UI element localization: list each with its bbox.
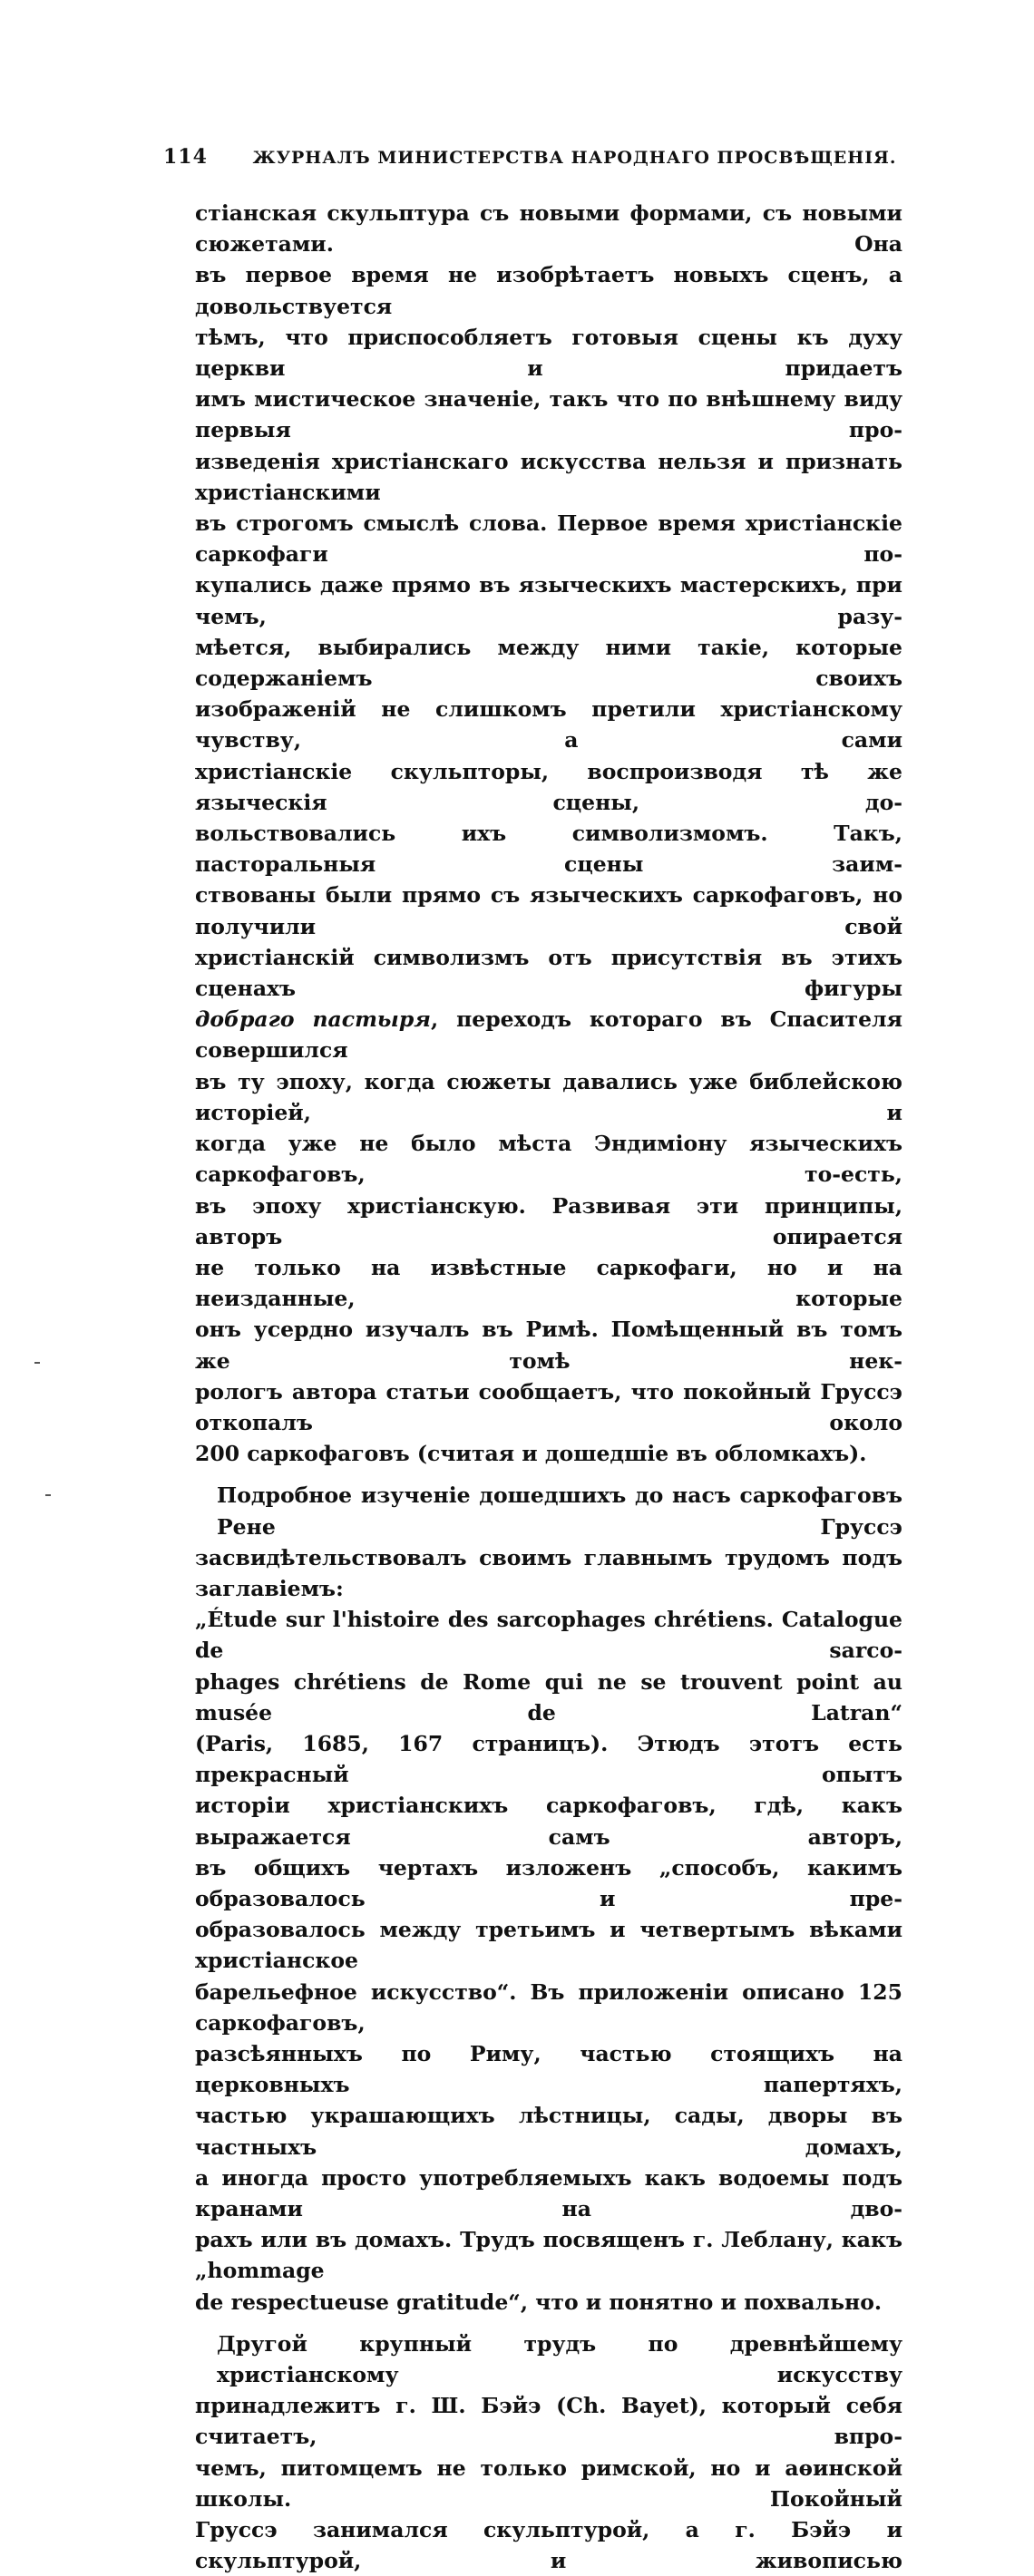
text-line: phages chrétiens de Rome qui ne se trouvent point au musée de Latran“ <box>195 1668 902 1725</box>
text-line: образовалось между третьимъ и четвертымъ вѣками христіанское <box>195 1917 902 1974</box>
scan-speck <box>45 1494 51 1496</box>
body-text <box>195 198 902 2576</box>
text-line: тѣмъ, что приспособляетъ готовыя сцены къ духу церкви и придаетъ <box>195 324 902 382</box>
text-line: исторіи христіанскихъ саркофаговъ, гдѣ, какъ выражается самъ авторъ, <box>195 1793 902 1850</box>
text-line: христіанскіе скульпторы, воспроизводя тѣ же языческія сцены, до- <box>195 758 902 815</box>
text-line: барельефное искусство“. Въ приложеніи описано 125 саркофаговъ, <box>195 1978 902 2036</box>
text-line: онъ усердно изучалъ въ Римѣ. Помѣщенный въ томъ же томѣ нек- <box>195 1317 902 1374</box>
text-line: стіанская скульптура съ новыми формами, съ новыми сюжетами. Она <box>195 200 902 258</box>
text-line: купались даже прямо въ языческихъ мастерскихъ, при чемъ, разу- <box>195 572 902 629</box>
text-line: частью украшающихъ лѣстницы, сады, дворы въ частныхъ домахъ, <box>195 2103 902 2160</box>
text-line: „Étude sur l'histoire des sarcophages chrétiens. Catalogue de sarco- <box>195 1607 902 1664</box>
text-line: разсѣянныхъ по Риму, частью стоящихъ на церковныхъ папертяхъ, <box>195 2040 902 2098</box>
text-line: принадлежитъ г. Ш. Бэйэ (Ch. Bayet), который себя считаетъ, впро- <box>195 2393 902 2450</box>
text-line: въ общихъ чертахъ изложенъ „способъ, какимъ образовалось и пре- <box>195 1854 902 1911</box>
text-line: Груссэ занимался скульптурой, а г. Бэйэ и скульптурой, и живописью <box>195 2517 902 2574</box>
text-line: мѣется, выбирались между ними такіе, которые содержаніемъ своихъ <box>195 634 902 692</box>
paragraph-3 <box>195 2328 902 2576</box>
italic-phrase: добраго пастыря <box>195 1006 431 1033</box>
text-line: въ первое время не изобрѣтаетъ новыхъ сценъ, а довольствуется <box>195 262 902 319</box>
paragraph-1 <box>195 198 902 1469</box>
text-line: 200 саркофаговъ (считая и дошедшіе въ обломкахъ). <box>195 1441 867 1467</box>
text-line: (Paris, 1685, 167 страницъ). Этюдъ этотъ есть прекрасный опытъ <box>195 1730 902 1788</box>
text-line-with-italic <box>195 1004 902 1065</box>
text-line: вольствовались ихъ символизмомъ. Такъ, пасторальныя сцены заим- <box>195 821 902 878</box>
text-line: de respectueuse gratitude“, что и понятно и похвально. <box>195 2289 883 2315</box>
text-fragment: , переходъ котораго въ Спасителя совершился <box>195 1006 902 1064</box>
running-header <box>163 145 907 169</box>
paragraph-gap <box>195 2318 902 2328</box>
text-line: засвидѣтельствовалъ своимъ главнымъ трудомъ подъ заглавіемъ: <box>195 1544 902 1601</box>
text-line: христіанскій символизмъ отъ присутствія въ этихъ сценахъ фигуры <box>195 944 902 1002</box>
text-line: ствованы были прямо съ языческихъ саркофаговъ, но получили свой <box>195 882 902 939</box>
paragraph-2 <box>195 1480 902 2317</box>
text-line: Другой крупный трудъ по древнѣйшему христіанскому искусству <box>217 2330 902 2388</box>
page-number: 114 <box>163 145 208 169</box>
text-line: когда уже не было мѣста Эндиміону языческихъ саркофаговъ, то-есть, <box>195 1131 902 1188</box>
text-line: изображеній не слишкомъ претили христіанскому чувству, а сами <box>195 696 902 753</box>
journal-title: ЖУРНАЛЪ МИНИСТЕРСТВА НАРОДНАГО ПРОСВѢЩЕНІЯ. <box>252 148 897 168</box>
text-line: въ ту эпоху, когда сюжеты давались уже библейскою исторіей, и <box>195 1068 902 1125</box>
text-line: рахъ или въ домахъ. Трудъ посвященъ г. Леблану, какъ „hommage <box>195 2227 902 2284</box>
text-line: не только на извѣстные саркофаги, но и на неизданные, которые <box>195 1254 902 1312</box>
paragraph-gap <box>195 1469 902 1480</box>
text-line: въ эпоху христіанскую. Развивая эти принципы, авторъ опирается <box>195 1192 902 1249</box>
text-line: а иногда просто употребляемыхъ какъ водоемы подъ кранами на дво- <box>195 2164 902 2221</box>
text-line: Подробное изученіе дошедшихъ до насъ саркофаговъ Рене Груссэ <box>217 1482 902 1540</box>
scan-speck <box>34 1362 40 1364</box>
text-line: имъ мистическое значеніе, такъ что по внѣшнему виду первыя про- <box>195 386 902 443</box>
text-line: чемъ, питомцемъ не только римской, но и аѳинской школы. Покойный <box>195 2454 902 2512</box>
text-line: рологъ автора статьи сообщаетъ, что покойный Груссэ откопалъ около <box>195 1378 902 1435</box>
text-line: изведенія христіанскаго искусства нельзя и признать христіанскими <box>195 448 902 505</box>
text-line: въ строгомъ смыслѣ слова. Первое время христіанскіе саркофаги по- <box>195 510 902 568</box>
